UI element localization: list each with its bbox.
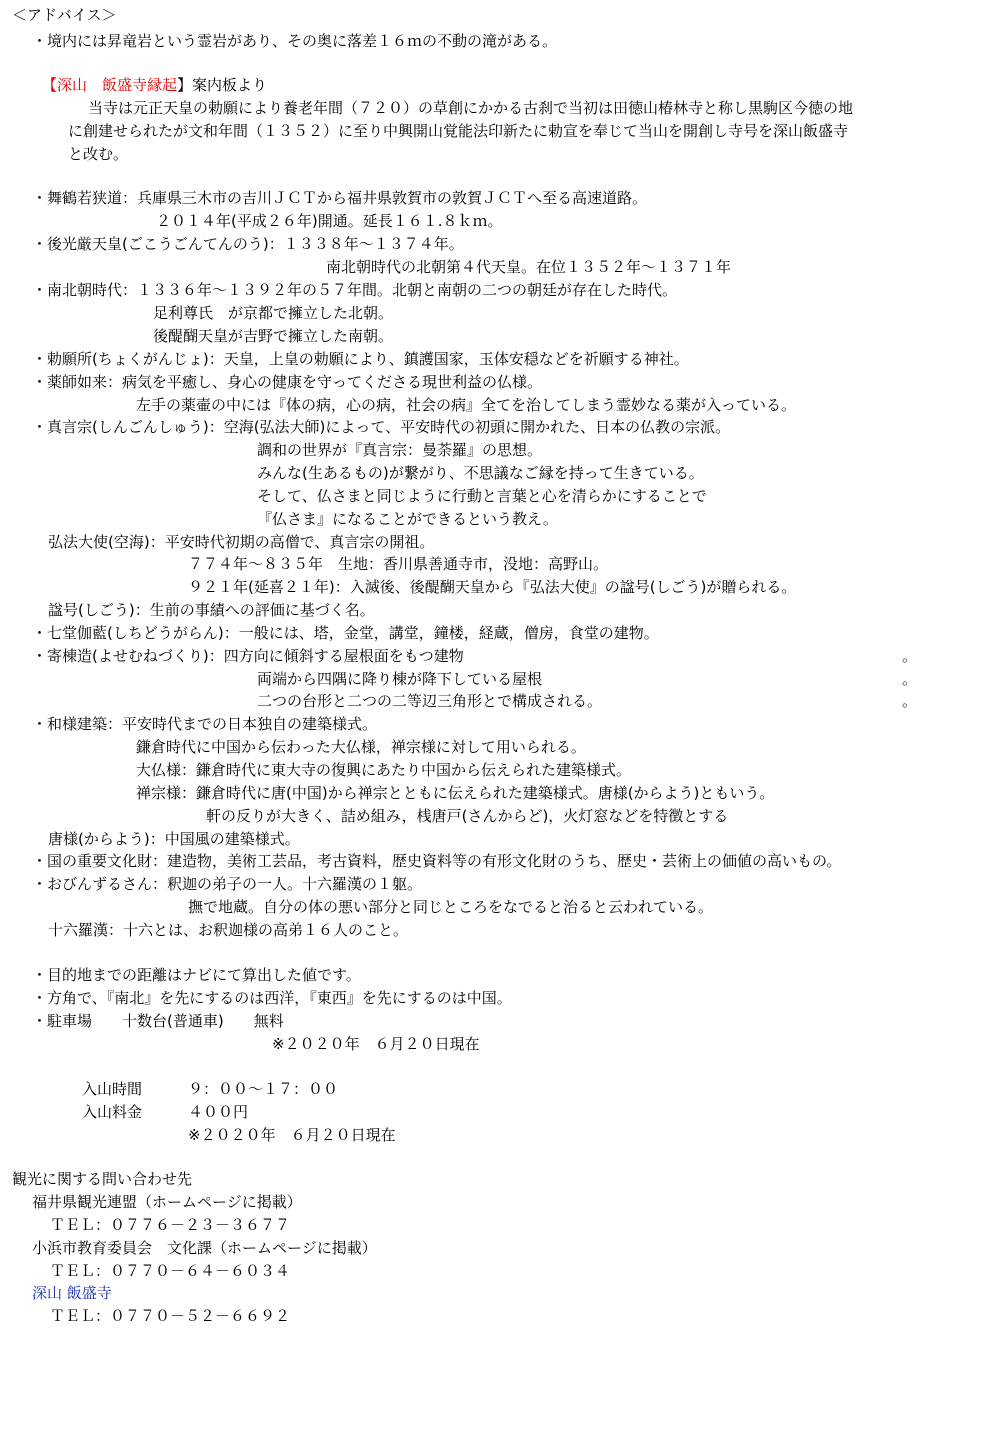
note-yakushi-2: 左手の薬壷の中には『体の病，心の病，社会の病』全てを治してしまう霊妙なる薬が入っている。	[136, 396, 797, 414]
note-kobo-1: 弘法大使(空海)：平安時代初期の高僧で、真言宗の開祖。	[48, 533, 435, 551]
engi-body-line3: と改む。	[68, 145, 129, 163]
contact-3-tel: ＴＥＬ：０７７０－５２－６６９２	[50, 1307, 291, 1325]
note-wayo-1: ・和様建築：平安時代までの日本独自の建築様式。	[32, 715, 378, 733]
note-gokogon-1: ・後光厳天皇(ごこうごんてんのう)：１３３８年～１３７４年。	[32, 235, 464, 253]
misc-navi: ・目的地までの距離はナビにて算出した値です。	[32, 966, 361, 984]
note-nanboku-3: 後醍醐天皇が吉野で擁立した南朝。	[153, 327, 394, 345]
note-yosemune-3: 二つの台形と二つの二等辺三角形とで構成される。	[257, 692, 603, 710]
contact-1-tel: ＴＥＬ：０７７６－２３－３６７７	[50, 1216, 291, 1234]
note-shingon-5: 『仏さま』になることができるという教え。	[257, 510, 558, 528]
note-nanboku-2: 足利尊氏 が京都で擁立した北朝。	[153, 304, 394, 322]
engi-title-rest: 】案内板より	[177, 76, 268, 94]
note-kobo-3: ９２１年(延喜２１年)：入滅後、後醍醐天皇から『弘法大使』の諡号(しごう)が贈られる。	[188, 578, 797, 596]
contact-2-tel: ＴＥＬ：０７７０－６４－６０３４	[50, 1262, 291, 1280]
trailing-dot-1: 。	[902, 647, 918, 665]
note-chokugan: ・勅願所(ちょくがんじょ)：天皇，上皇の勅願により、鎮護国家，玉体安穏などを祈願する神社。	[32, 350, 689, 368]
note-rakan: 十六羅漢：十六とは、お釈迦様の高弟１６人のこと。	[48, 921, 409, 939]
note-binzuru-1: ・おびんずるさん：釈迦の弟子の一人。十六羅漢の１躯。	[32, 875, 423, 893]
note-yakushi-1: ・薬師如来：病気を平癒し、身心の健康を守ってくださる現世利益の仏様。	[32, 373, 543, 391]
misc-asof-1: ※２０２０年 ６月２０日現在	[272, 1035, 480, 1053]
contact-1-name: 福井県観光連盟（ホームページに掲載）	[32, 1193, 302, 1211]
admission-fee-value: ４００円	[188, 1103, 249, 1121]
note-bunkazai: ・国の重要文化財：建造物，美術工芸品，考古資料，歴史資料等の有形文化財のうち、歴史・芸術上の価値の高いもの。	[32, 852, 842, 870]
note-wayo-2: 鎌倉時代に中国から伝わった大仏様，禅宗様に対して用いられる。	[136, 738, 586, 756]
admission-hours-label: 入山時間	[82, 1080, 143, 1098]
note-shichido: ・七堂伽藍(しちどうがらん)：一般には、塔，金堂，講堂，鐘楼，経蔵，僧房，食堂の建物。	[32, 624, 659, 642]
engi-title-red: 【深山 飯盛寺縁起	[42, 76, 178, 94]
note-binzuru-2: 撫で地蔵。自分の体の悪い部分と同じところをなでると治ると云われている。	[188, 898, 714, 916]
misc-parking: ・駐車場 十数台(普通車) 無料	[32, 1012, 284, 1030]
note-shingon-2: 調和の世界が『真言宗：曼荼羅』の思想。	[257, 441, 543, 459]
note-wayo-5: 軒の反りが大きく、詰め組み，桟唐戸(さんからど)，火灯窓などを特徴とする	[206, 807, 729, 825]
contact-3-name: 深山 飯盛寺	[32, 1284, 112, 1302]
note-yosemune-1: ・寄棟造(よせむねづくり)：四方向に傾斜する屋根面をもつ建物	[32, 647, 464, 665]
contacts-heading: 観光に関する問い合わせ先	[12, 1170, 193, 1188]
misc-hougaku: ・方角で、『南北』を先にするのは西洋，『東西』を先にするのは中国。	[32, 989, 512, 1007]
note-wayo-3: 大仏様：鎌倉時代に東大寺の復興にあたり中国から伝えられた建築様式。	[136, 761, 632, 779]
note-wayo-4: 禅宗様：鎌倉時代に唐(中国)から禅宗とともに伝えられた建築様式。唐様(からよう)ともいう。	[136, 784, 775, 802]
note-shigo: 諡号(しごう)：生前の事績への評価に基づく名。	[48, 601, 375, 619]
note-shingon-3: みんな(生あるもの)が繋がり、不思議なご縁を持って生きている。	[257, 464, 704, 482]
advice-heading: ＜アドバイス＞	[12, 6, 117, 24]
trailing-dot-2: 。	[902, 670, 918, 688]
admission-asof-2: ※２０２０年 ６月２０日現在	[188, 1126, 396, 1144]
engi-body-line1: 当寺は元正天皇の勅願により養老年間（７２０）の草創にかかる古刹で当初は田徳山椿林寺と称し黒駒区今徳の地	[88, 99, 854, 117]
note-maizuru-2: ２０１４年(平成２６年)開通。延長１６１.８ｋｍ。	[156, 212, 503, 230]
engi-body-line2: に創建せられたが文和年間（１３５２）に至り中興開山覚能法印新たに勅宣を奉じて当山を開創し寺号を深山飯盛寺	[68, 122, 849, 140]
note-kobo-2: ７７４年～８３５年 生地：香川県善通寺市，没地：高野山。	[188, 555, 609, 573]
note-shingon-1: ・真言宗(しんごんしゅう)：空海(弘法大師)によって、平安時代の初頭に開かれた、日本の仏教の宗派。	[32, 418, 731, 436]
note-nanboku-1: ・南北朝時代：１３３６年～１３９２年の５７年間。北朝と南朝の二つの朝廷が存在した時代。	[32, 281, 678, 299]
admission-fee-label: 入山料金	[82, 1103, 143, 1121]
note-maizuru-1: ・舞鶴若狭道：兵庫県三木市の吉川ＪＣＴから福井県敦賀市の敦賀ＪＣＴへ至る高速道路。	[32, 189, 648, 207]
note-karayo: 唐様(からよう)：中国風の建築様式。	[48, 830, 300, 848]
note-shingon-4: そして、仏さまと同じように行動と言葉と心を清らかにすることで	[257, 487, 707, 505]
note-gokogon-2: 南北朝時代の北朝第４代天皇。在位１３５２年～１３７１年	[326, 258, 732, 276]
engi-title	[42, 74, 267, 96]
trailing-dot-3: 。	[902, 692, 918, 710]
admission-hours-value: ９：００～１７：００	[188, 1080, 339, 1098]
note-yosemune-2: 両端から四隅に降り棟が降下している屋根	[257, 670, 543, 688]
contact-2-name: 小浜市教育委員会 文化課（ホームページに掲載）	[32, 1239, 377, 1257]
advice-item: ・境内には昇竜岩という霊岩があり、その奥に落差１６ｍの不動の滝がある。	[32, 32, 558, 50]
